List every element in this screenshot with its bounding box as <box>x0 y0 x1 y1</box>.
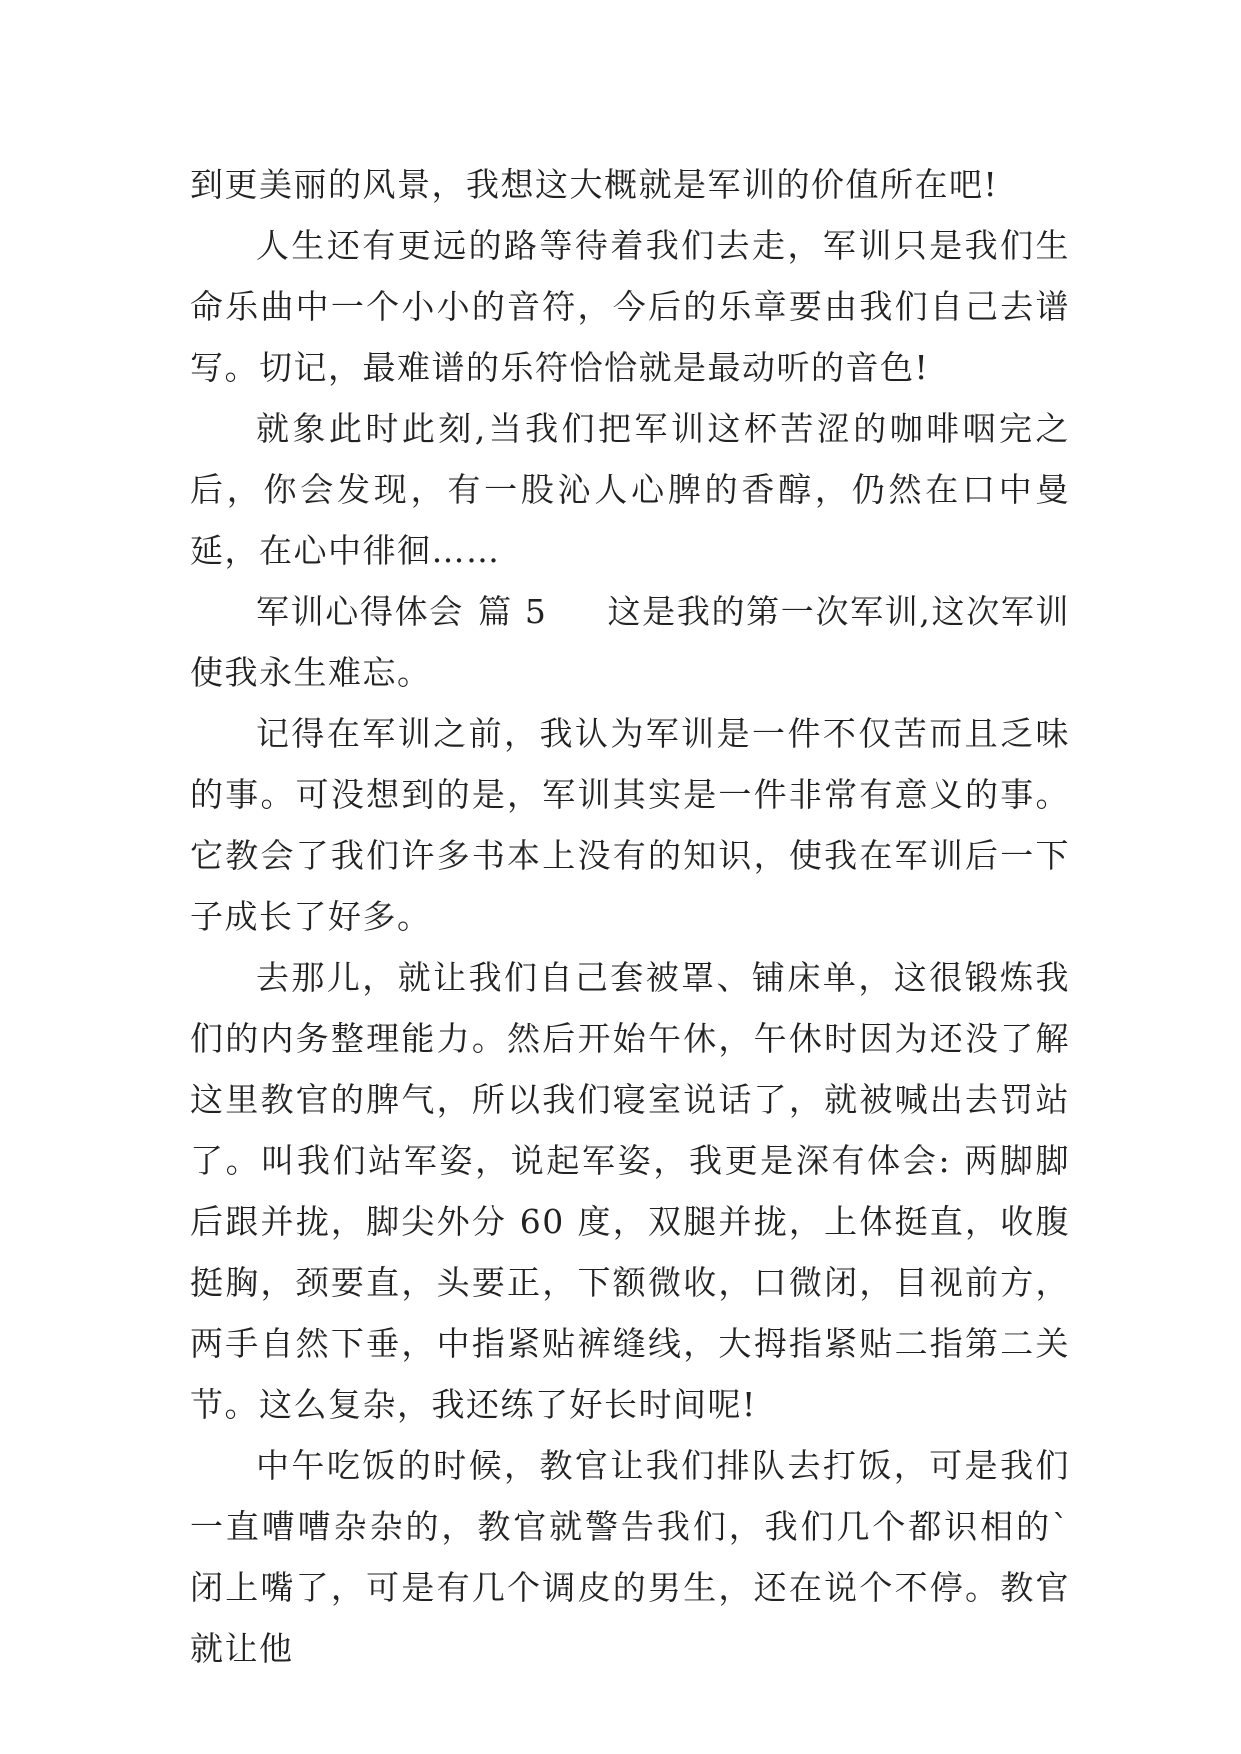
paragraph: 记得在军训之前，我认为军训是一件不仅苦而且乏味的事。可没想到的是，军训其实是一件非常有意义的事。它教会了我们许多书本上没有的知识，使我在军训后一下子成长了好多。 <box>190 714 1070 936</box>
paragraph: 人生还有更远的路等待着我们去走，军训只是我们生命乐曲中一个小小的音符，今后的乐章要由我们自己去谱写。切记，最难谱的乐符恰恰就是最动听的音色! <box>190 226 1070 387</box>
section-first-text: 这是我的第一次军训,这次军训使我永生难忘。 <box>190 592 1070 692</box>
section-heading-paragraph <box>190 581 1070 703</box>
paragraph: 就象此时此刻,当我们把军训这杯苦涩的咖啡咽完之后，你会发现，有一股沁人心脾的香醇，仍然在口中曼延，在心中徘徊…… <box>190 409 1070 570</box>
section-title: 军训心得体会 <box>256 592 464 631</box>
paragraph: 去那儿，就让我们自己套被罩、铺床单，这很锻炼我们的内务整理能力。然后开始午休，午休时因为还没了解这里教官的脾气，所以我们寝室说话了，就被喊出去罚站了。叫我们站军姿，说起军姿，我更是深有体会: 两脚脚后跟并拢，脚尖外分 60 度，双腿并拢，上体挺直，收腹挺胸，颈要直，头要正，下额微收，口微闭，目视前方，两手自然下垂，中指紧贴裤缝线，大拇指紧贴二指第二关节。这么复杂，我还练了好长时间呢! <box>190 958 1070 1424</box>
paragraph: 中午吃饭的时候，教官让我们排队去打饭，可是我们一直嘈嘈杂杂的，教官就警告我们，我们几个都识相的`闭上嘴了，可是有几个调皮的男生，还在说个不停。教官就让他 <box>190 1446 1070 1668</box>
paragraph: 到更美丽的风景，我想这大概就是军训的价值所在吧! <box>190 165 999 204</box>
section-number: 篇 5 <box>477 592 548 631</box>
document-body <box>190 154 1070 1679</box>
